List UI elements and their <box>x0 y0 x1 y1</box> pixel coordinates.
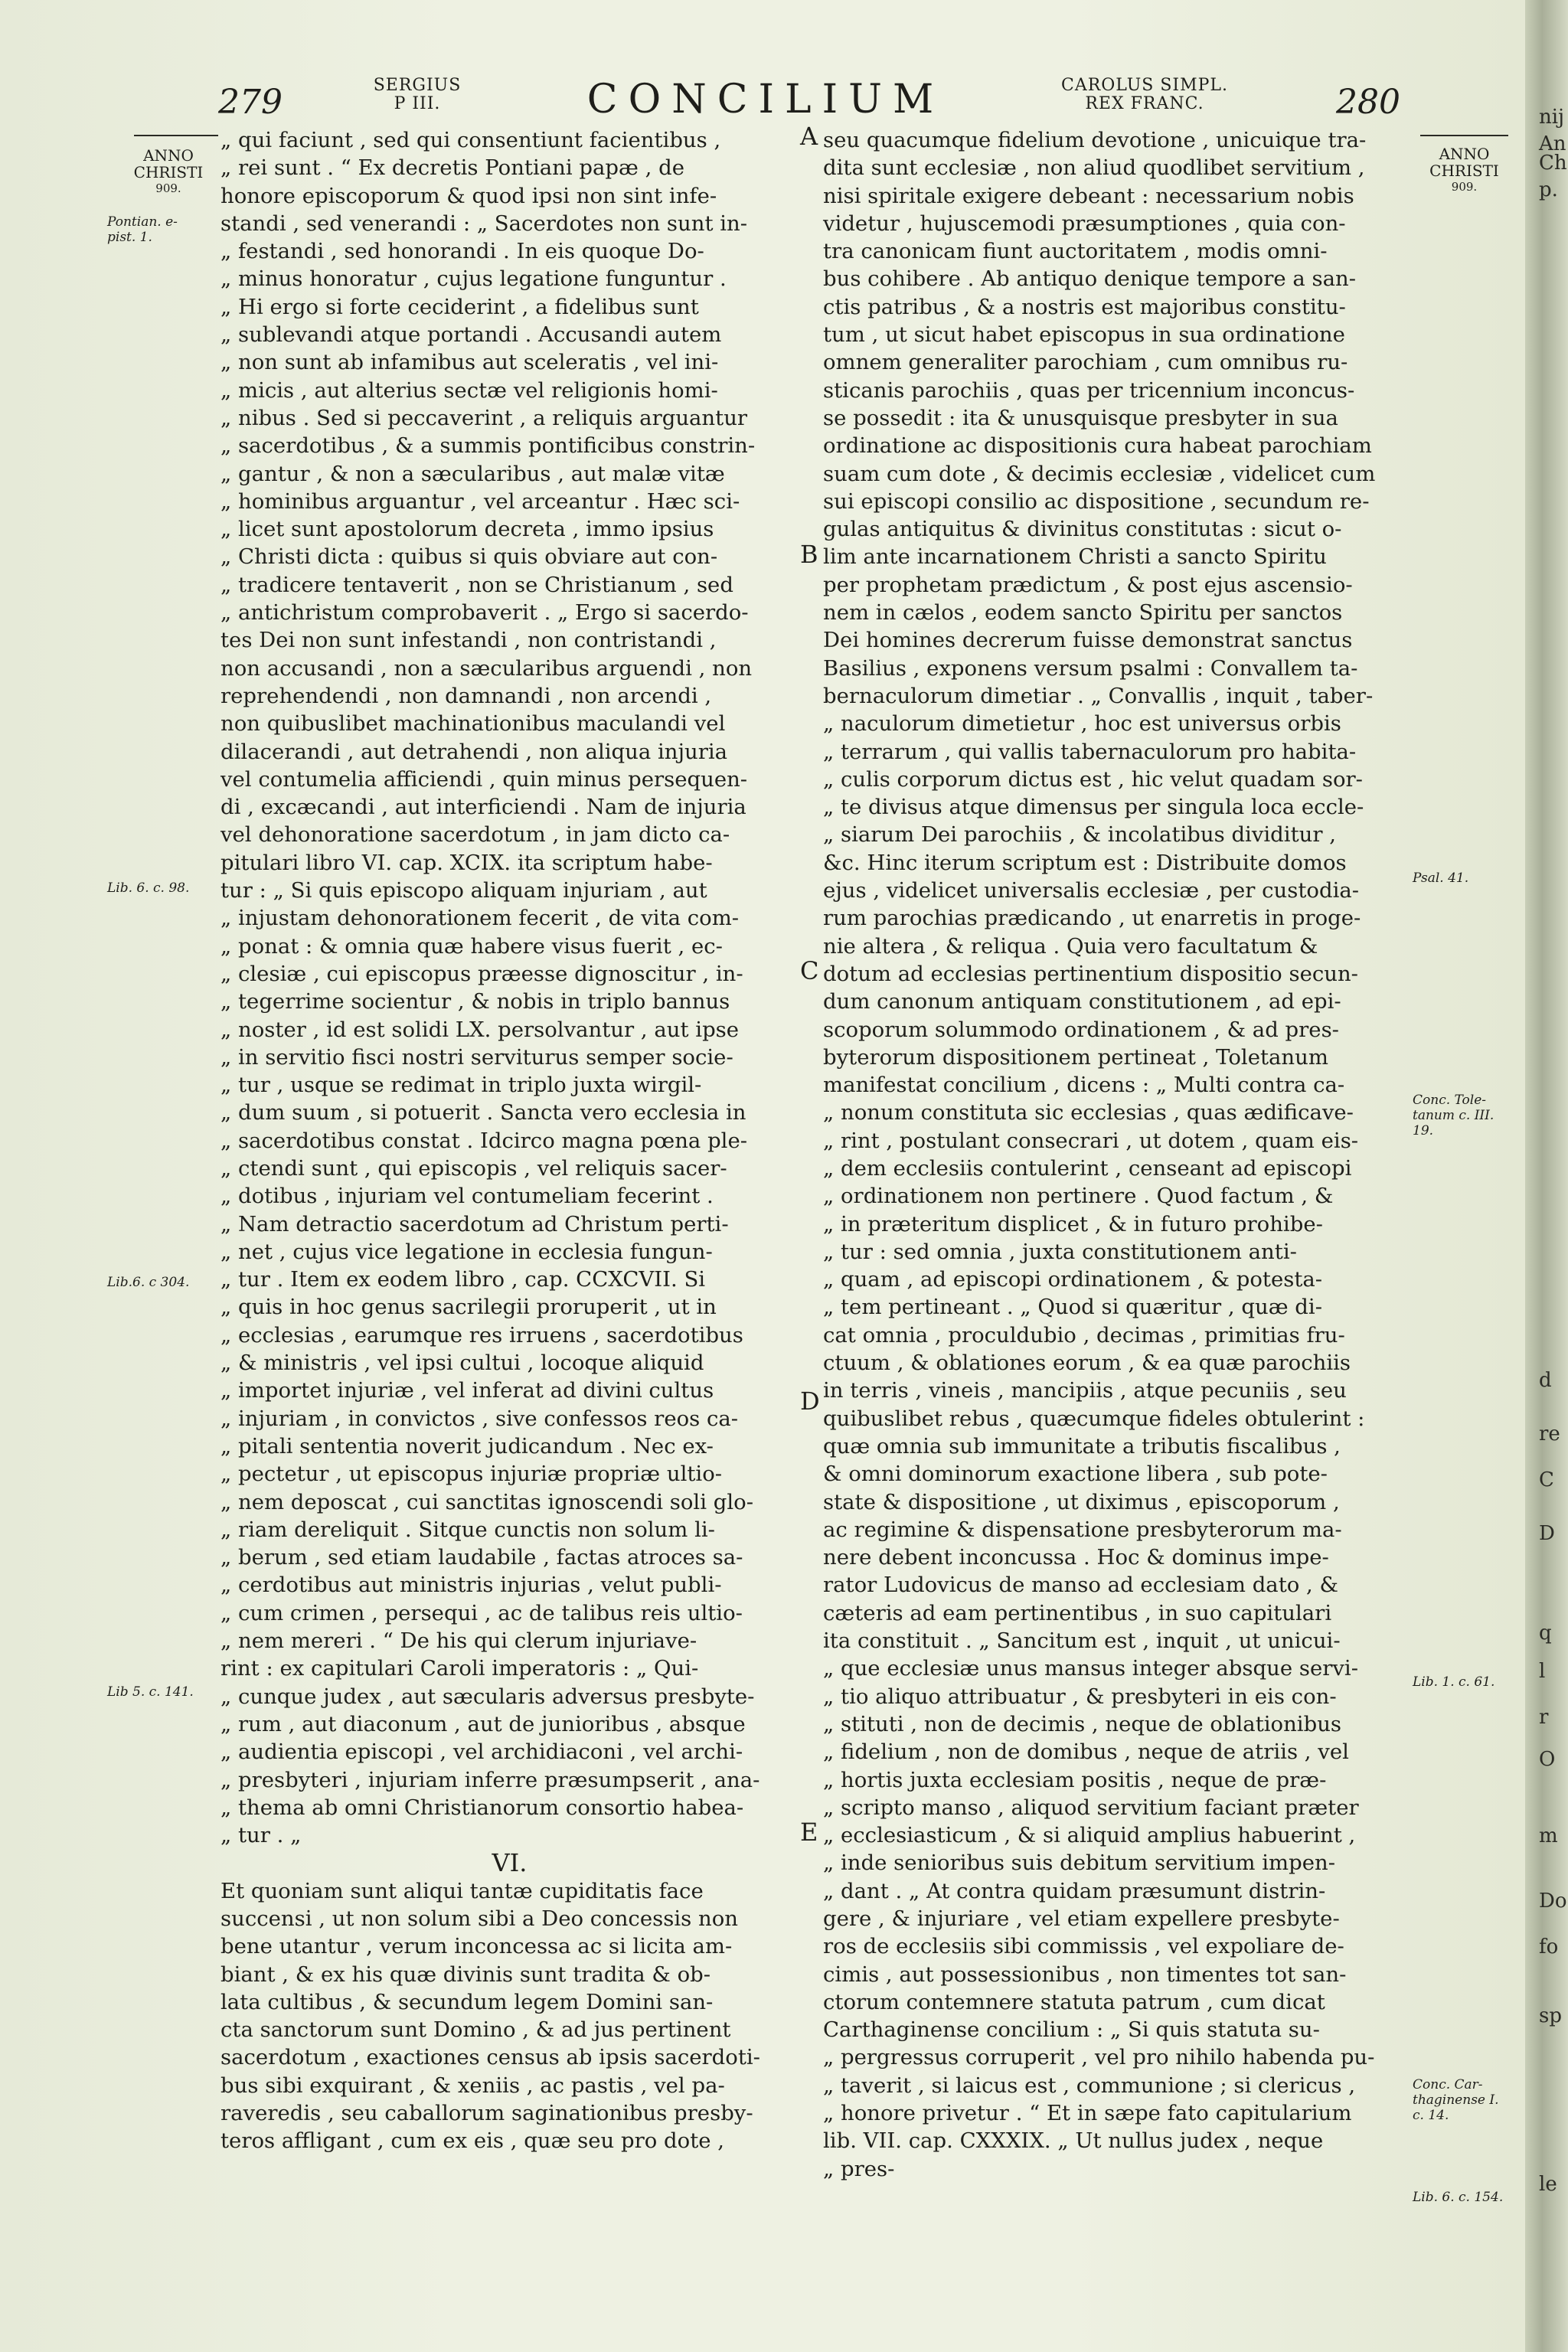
margin-note-pontian <box>107 214 178 245</box>
text-line: „ cum crimen , persequi , ac de talibus reis ultio- <box>220 1600 743 1625</box>
text-line: succensi , ut non solum sibi a Deo concessis non <box>220 1906 738 1931</box>
running-head-left-line2: P III. <box>394 94 441 113</box>
text-line: „ licet sunt apostolorum decreta , immo ipsius <box>220 517 714 542</box>
facing-page-edge <box>1525 0 1568 2352</box>
text-line: „ audientia episcopi , vel archidiaconi , vel archi- <box>220 1740 743 1765</box>
text-line: „ cunque judex , aut sæcularis adversus presbyte- <box>220 1684 755 1709</box>
text-line: „ nem deposcat , cui sanctitas ignoscendi soli glo- <box>220 1489 753 1514</box>
text-line: ros de ecclesiis sibi commissis , vel expoliare de- <box>823 1934 1344 1959</box>
margin-note-line: Conc. Car- <box>1413 2077 1483 2092</box>
anno-label: ANNO <box>143 146 194 165</box>
text-line: „ ctendi sunt , qui episcopis , vel reliquis sacer- <box>220 1155 727 1181</box>
facing-page-fragment: nij <box>1539 106 1565 129</box>
facing-page-fragment: Do <box>1539 1890 1567 1913</box>
text-line: quibuslibet rebus , quæcumque fideles obtulerint : <box>823 1406 1365 1431</box>
text-line: state & dispositione , ut diximus , episcoporum , <box>823 1489 1340 1514</box>
text-line: dilacerandi , aut detrahendi , non aliqua injuria <box>220 739 728 764</box>
facing-page-fragment: l <box>1539 1660 1546 1683</box>
text-line: „ antichristum comprobaverit . „ Ergo si sacerdo- <box>220 600 749 626</box>
margin-note-lib5-141: Lib 5. c. 141. <box>107 1684 194 1700</box>
facing-page-fragment: O <box>1539 1748 1556 1771</box>
text-line: „ tur . Item ex eodem libro , cap. CCXCVII. Si <box>220 1267 706 1292</box>
christi-label: CHRISTI <box>1429 162 1499 180</box>
text-line: „ in servitio fisci nostri serviturus semper socie- <box>220 1044 733 1070</box>
text-line: „ hortis juxta ecclesiam positis , neque de præ- <box>823 1767 1327 1792</box>
anno-christi-left <box>122 147 214 196</box>
text-line: nie altera , & reliqua . Quia vero facultatum & <box>823 933 1318 959</box>
text-line: lib. VII. cap. CXXXIX. „ Ut nullus judex , neque <box>823 2128 1324 2154</box>
anno-christi-right <box>1416 145 1512 194</box>
text-line: ctis patribus , & a nostris est majoribus constitu- <box>823 294 1346 319</box>
text-line: „ dum suum , si potuerit . Sancta vero ecclesia in <box>220 1100 746 1125</box>
margin-note-lib6-304: Lib.6. c 304. <box>107 1275 190 1290</box>
text-line: biant , & ex his quæ divinis sunt tradita & ob- <box>220 1962 711 1987</box>
text-line: manifestat concilium , dicens : „ Multi contra ca- <box>823 1073 1345 1098</box>
text-line: teros affligant , cum ex eis , quæ seu pro dote , <box>220 2128 725 2154</box>
margin-note-lib6-154: Lib. 6. c. 154. <box>1413 2190 1504 2205</box>
text-line: „ quis in hoc genus sacrilegii proruperit , ut in <box>220 1295 717 1320</box>
facing-page-fragment: C <box>1539 1468 1554 1491</box>
text-line: „ rei sunt . “ Ex decretis Pontiani papæ , de <box>220 155 684 181</box>
text-line: „ hominibus arguantur , vel arceantur . Hæc sci- <box>220 488 740 514</box>
margin-note-conc-carthag <box>1413 2077 1499 2123</box>
text-line: „ tur . „ <box>220 1823 302 1848</box>
margin-note-psal41: Psal. 41. <box>1413 871 1469 886</box>
text-line: „ te divisus atque dimensus per singula loca eccle- <box>823 795 1364 820</box>
text-line: bene utantur , verum inconcessa ac si licita am- <box>220 1934 733 1959</box>
text-line: „ pitali sententia noverit judicandum . Nec ex- <box>220 1433 714 1459</box>
running-head-right-line2: REX FRANC. <box>1085 94 1204 113</box>
text-line: non accusandi , non a sæcularibus arguendi , non <box>220 655 753 681</box>
text-line: tum , ut sicut habet episcopus in sua ordinatione <box>823 322 1345 348</box>
text-line: „ dotibus , injuriam vel contumeliam fecerint . <box>220 1184 714 1209</box>
facing-page-fragment: fo <box>1539 1936 1559 1958</box>
margin-note-line: c. 14. <box>1413 2108 1449 2123</box>
text-line: „ nonum constituta sic ecclesias , quas ædificave- <box>823 1100 1354 1125</box>
text-line: „ pergressus corruperit , vel pro nihilo habenda pu- <box>823 2045 1375 2070</box>
facing-page-fragment: r <box>1539 1706 1549 1729</box>
text-line: „ minus honoratur , cujus legatione funguntur . <box>220 266 727 292</box>
text-line: Basilius , exponens versum psalmi : Convallem ta- <box>823 655 1358 681</box>
text-line: „ sacerdotibus , & a summis pontificibus constrin- <box>220 433 756 459</box>
text-line: „ ecclesias , earumque res irruens , sacerdotibus <box>220 1322 743 1348</box>
text-line: „ naculorum dimetietur , hoc est universus orbis <box>823 711 1341 737</box>
text-line: „ scripto manso , aliquod servitium faciant præter <box>823 1795 1359 1820</box>
text-line: „ qui faciunt , sed qui consentiunt facientibus , <box>220 128 721 152</box>
text-line: ejus , videlicet universalis ecclesiæ , per custodia- <box>823 878 1360 903</box>
text-line: „ tur : sed omnia , juxta constitutionem anti- <box>823 1239 1297 1264</box>
text-line: ita constituit . „ Sancitum est , inquit , ut unicui- <box>823 1628 1341 1654</box>
section-letter-a: A <box>800 122 818 151</box>
margin-note-line: 19. <box>1413 1123 1434 1138</box>
text-line: nere debent inconcussa . Hoc & dominus impe- <box>823 1545 1329 1570</box>
text-line: „ nem mereri . “ De his qui clerum injuriave- <box>220 1628 697 1654</box>
text-line: scoporum solummodo ordinationem , & ad pres- <box>823 1017 1339 1042</box>
text-line: „ ordinationem non pertinere . Quod factum , & <box>823 1184 1334 1209</box>
margin-note-lib1-61: Lib. 1. c. 61. <box>1413 1674 1495 1690</box>
text-line: „ presbyteri , injuriam inferre præsumpserit , ana- <box>220 1767 760 1792</box>
text-line: & omni dominorum exactione libera , sub pote- <box>823 1462 1328 1487</box>
text-line: „ & ministris , vel ipsi cultui , locoque aliquid <box>220 1351 704 1376</box>
text-line: „ que ecclesiæ unus mansus integer absque servi- <box>823 1656 1359 1681</box>
text-line: omnem generaliter parochiam , cum omnibus ru- <box>823 350 1348 375</box>
text-line: „ rint , postulant consecrari , ut dotem , quam eis- <box>823 1128 1359 1153</box>
margin-note-line: pist. 1. <box>107 230 152 245</box>
text-line: bernaculorum dimetiar . „ Convallis , inquit , taber- <box>823 683 1374 708</box>
text-line: gulas antiquitus & divinitus constitutas : sicut o- <box>823 517 1342 542</box>
text-line: nem in cælos , eodem sancto Spiritu per sanctos <box>823 600 1343 626</box>
text-line: ctuum , & oblationes eorum , & ea quæ parochiis <box>823 1351 1351 1376</box>
text-line: &c. Hinc iterum scriptum est : Distribuite domos <box>823 850 1347 875</box>
text-line: suam cum dote , & decimis ecclesiæ , videlicet cum <box>823 461 1376 486</box>
text-line: „ in præteritum displicet , & in futuro prohibe- <box>823 1211 1323 1236</box>
text-line: „ tegerrime socientur , & nobis in triplo bannus <box>220 989 730 1014</box>
text-line: se possedit : ita & unusquisque presbyter in sua <box>823 405 1338 430</box>
text-line: „ Hi ergo si forte ceciderint , a fidelibus sunt <box>220 294 699 319</box>
margin-note-lib6-98: Lib. 6. c. 98. <box>107 880 190 896</box>
text-column-left <box>220 126 799 2155</box>
text-line: sui episcopi consilio ac dispositione , secundum re- <box>823 488 1370 514</box>
text-line: „ inde senioribus suis debitum servitium impen- <box>823 1851 1335 1876</box>
text-line: „ quam , ad episcopi ordinationem , & potesta- <box>823 1267 1323 1292</box>
text-line: „ riam dereliquit . Sitque cunctis non solum li- <box>220 1517 715 1542</box>
text-line: tur : „ Si quis episcopo aliquam injuriam , aut <box>220 878 707 903</box>
text-line: „ Christi dicta : quibus si quis obviare aut con- <box>220 544 718 570</box>
section-letter-d: D <box>800 1387 820 1416</box>
facing-page-fragment: re <box>1539 1423 1560 1446</box>
text-line: reprehendendi , non damnandi , non arcendi , <box>220 683 712 708</box>
text-line: cat omnia , proculdubio , decimas , primitias fru- <box>823 1322 1345 1348</box>
section-heading: VI. <box>492 1848 528 1878</box>
text-line: lata cultibus , & secundum legem Domini san- <box>220 1989 714 2014</box>
facing-page-fragment: d <box>1539 1369 1552 1392</box>
anno-year: 909. <box>1451 180 1478 194</box>
text-line: „ injuriam , in convictos , sive confessos reos ca- <box>220 1406 739 1431</box>
text-line: „ noster , id est solidi LX. persolvantur , aut ipse <box>220 1017 740 1042</box>
text-line: Carthaginense concilium : „ Si quis statuta su- <box>823 2017 1320 2043</box>
text-line: tes Dei non sunt infestandi , non contristandi , <box>220 628 717 653</box>
text-line: vel dehonoratione sacerdotum , in jam dicto ca- <box>220 822 730 848</box>
text-line: raveredis , seu caballorum saginationibus presby- <box>220 2101 753 2126</box>
running-head-right-line1: CAROLUS SIMPL. <box>1060 76 1229 95</box>
text-line: byterorum dispositionem pertineat , Toletanum <box>823 1044 1328 1070</box>
text-line: cta sanctorum sunt Domino , & ad jus pertinent <box>220 2017 731 2043</box>
margin-rule-left <box>134 135 218 136</box>
text-line: ctorum contemnere statuta patrum , cum dicat <box>823 1989 1325 2014</box>
text-line: „ rum , aut diaconum , aut de junioribus , absque <box>220 1711 746 1736</box>
facing-page-fragment: D <box>1539 1522 1555 1545</box>
text-line: bus cohibere . Ab antiquo denique tempore a san- <box>823 266 1357 292</box>
running-head-left <box>360 77 475 113</box>
text-line: „ nibus . Sed si peccaverint , a reliquis arguantur <box>220 405 748 430</box>
running-head-left-line1: SERGIUS <box>373 76 462 95</box>
section-letter-b: B <box>800 540 818 569</box>
facing-page-fragment: m <box>1539 1824 1558 1847</box>
text-line: „ Nam detractio sacerdotum ad Christum perti- <box>220 1211 729 1236</box>
text-line: in terris , vineis , mancipiis , atque pecuniis , seu <box>823 1378 1347 1403</box>
text-line: dotum ad ecclesias pertinentium dispositio secun- <box>823 961 1358 986</box>
text-line: seu quacumque fidelium devotione , unicuique tra- <box>823 128 1367 152</box>
text-line: rator Ludovicus de manso ad ecclesiam dato , & <box>823 1573 1338 1598</box>
text-line: non quibuslibet machinationibus maculandi vel <box>220 711 726 737</box>
text-line: „ honore privetur . “ Et in sæpe fato capitularium <box>823 2101 1352 2126</box>
text-line: bus sibi exquirant , & xeniis , ac pastis , vel pa- <box>220 2073 725 2098</box>
margin-note-line: Pontian. e- <box>107 214 178 230</box>
text-line: „ berum , sed etiam laudabile , factas atroces sa- <box>220 1545 743 1570</box>
text-line: „ stituti , non de decimis , neque de oblationibus <box>823 1711 1342 1736</box>
text-line: lim ante incarnationem Christi a sancto Spiritu <box>823 544 1327 570</box>
text-line: „ pres- <box>823 2156 895 2181</box>
anno-label: ANNO <box>1439 145 1490 163</box>
section-letter-c: C <box>800 956 819 985</box>
running-head-right <box>1041 77 1248 113</box>
text-line: rum parochias prædicando , ut enarretis in proge- <box>823 906 1361 931</box>
margin-rule-right <box>1420 135 1508 136</box>
text-line: cimis , aut possessionibus , non timentes tot san- <box>823 1962 1347 1987</box>
text-line: „ injustam dehonorationem fecerit , de vita com- <box>220 906 740 931</box>
text-column-right <box>823 126 1401 2183</box>
text-line: „ cerdotibus aut ministris injurias , velut publi- <box>220 1573 722 1598</box>
page-number-right: 280 <box>1336 83 1400 122</box>
text-line: „ siarum Dei parochiis , & incolatibus dividitur , <box>823 822 1336 848</box>
margin-note-line: Conc. Tole- <box>1413 1093 1487 1108</box>
section-letter-e: E <box>800 1818 818 1847</box>
text-line: „ sacerdotibus constat . Idcirco magna pœna ple- <box>220 1128 748 1153</box>
text-line: dum canonum antiquam constitutionem , ad epi- <box>823 989 1341 1014</box>
text-line: gere , & injuriare , vel etiam expellere presbyte- <box>823 1906 1340 1931</box>
page-title: CONCILIUM <box>586 77 945 122</box>
page-number-left: 279 <box>218 83 283 122</box>
text-line: „ taverit , si laicus est , communione ; si clericus , <box>823 2073 1356 2098</box>
text-line: Et quoniam sunt aliqui tantæ cupiditatis face <box>220 1878 704 1903</box>
text-line: „ non sunt ab infamibus aut sceleratis , vel ini- <box>220 350 719 375</box>
text-line: „ clesiæ , cui episcopus præesse dignoscitur , in- <box>220 961 743 986</box>
text-line: „ gantur , & non a sæcularibus , aut malæ vitæ <box>220 461 725 486</box>
facing-page-fragment: Ch <box>1539 152 1567 175</box>
text-line: cæteris ad eam pertinentibus , in suo capitulari <box>823 1600 1332 1625</box>
text-line: ordinatione ac dispositionis cura habeat parochiam <box>823 433 1372 459</box>
text-line: „ pectetur , ut episcopus injuriæ propriæ ultio- <box>220 1462 723 1487</box>
facing-page-fragment: le <box>1539 2173 1557 2196</box>
margin-note-line: thaginense I. <box>1413 2092 1499 2108</box>
text-line: „ tio aliquo attribuatur , & presbyteri in eis con- <box>823 1684 1337 1709</box>
text-line: vel contumelia afficiendi , quin minus persequen- <box>220 766 748 792</box>
text-line: per prophetam prædictum , & post ejus ascensio- <box>823 572 1353 597</box>
text-line: Dei homines decrerum fuisse demonstrat sanctus <box>823 628 1353 653</box>
text-line: „ ponat : & omnia quæ habere visus fuerit , ec- <box>220 933 723 959</box>
text-line: „ dem ecclesiis contulerint , censeant ad episcopi <box>823 1155 1352 1181</box>
text-line: „ sublevandi atque portandi . Accusandi autem <box>220 322 722 348</box>
text-line: „ culis corporum dictus est , hic velut quadam sor- <box>823 766 1363 792</box>
text-line: standi , sed venerandi : „ Sacerdotes non sunt in- <box>220 211 748 236</box>
text-line: „ dant . „ At contra quidam præsumunt distrin- <box>823 1878 1326 1903</box>
facing-page-fragment: q <box>1539 1622 1552 1645</box>
text-line: sacerdotum , exactiones census ab ipsis sacerdoti- <box>220 2045 760 2070</box>
text-line: „ tradicere tentaverit , non se Christianum , sed <box>220 572 733 597</box>
text-line: quæ omnia sub immunitate a tributis fiscalibus , <box>823 1433 1341 1459</box>
text-line: dita sunt ecclesiæ , non aliud quodlibet servitium , <box>823 155 1365 181</box>
facing-page-fragment: p. <box>1539 178 1558 201</box>
facing-page-fragment: An <box>1539 132 1566 155</box>
text-line: „ importet injuriæ , vel inferat ad divini cultus <box>220 1378 714 1403</box>
text-line: honore episcoporum & quod ipsi non sint infe- <box>220 183 717 208</box>
text-line: rint : ex capitulari Caroli imperatoris : „ Qui- <box>220 1656 699 1681</box>
text-line: videtur , hujuscemodi præsumptiones , quia con- <box>823 211 1346 236</box>
text-line: pitulari libro VI. cap. XCIX. ita scriptum habe- <box>220 850 713 875</box>
facing-page-fragment: sp <box>1539 2004 1562 2027</box>
text-line: ac regimine & dispensatione presbyterorum ma- <box>823 1517 1342 1542</box>
text-line: sticanis parochiis , quas per tricennium inconcus- <box>823 377 1355 403</box>
text-line: nisi spiritale exigere debeant : necessarium nobis <box>823 183 1354 208</box>
text-line: „ net , cujus vice legatione in ecclesia fungun- <box>220 1239 713 1264</box>
anno-year: 909. <box>155 181 181 195</box>
text-line: „ tur , usque se redimat in triplo juxta wirgil- <box>220 1073 702 1098</box>
margin-note-line: tanum c. III. <box>1413 1108 1494 1123</box>
text-line: „ micis , aut alterius sectæ vel religionis homi- <box>220 377 718 403</box>
text-line: di , excæcandi , aut interficiendi . Nam de injuria <box>220 795 746 820</box>
christi-label: CHRISTI <box>133 163 204 181</box>
margin-note-conc-toletanum <box>1413 1093 1494 1138</box>
text-line: „ festandi , sed honorandi . In eis quoque Do- <box>220 239 704 264</box>
text-line: tra canonicam fiunt auctoritatem , modis omni- <box>823 239 1328 264</box>
text-line: „ thema ab omni Christianorum consortio habea- <box>220 1795 744 1820</box>
text-line: „ fidelium , non de domibus , neque de atriis , vel <box>823 1740 1349 1765</box>
text-line: „ terrarum , qui vallis tabernaculorum pro habita- <box>823 739 1357 764</box>
text-line: „ tem pertineant . „ Quod si quæritur , quæ di- <box>823 1295 1322 1320</box>
text-line: „ ecclesiasticum , & si aliquid amplius habuerint , <box>823 1823 1356 1848</box>
